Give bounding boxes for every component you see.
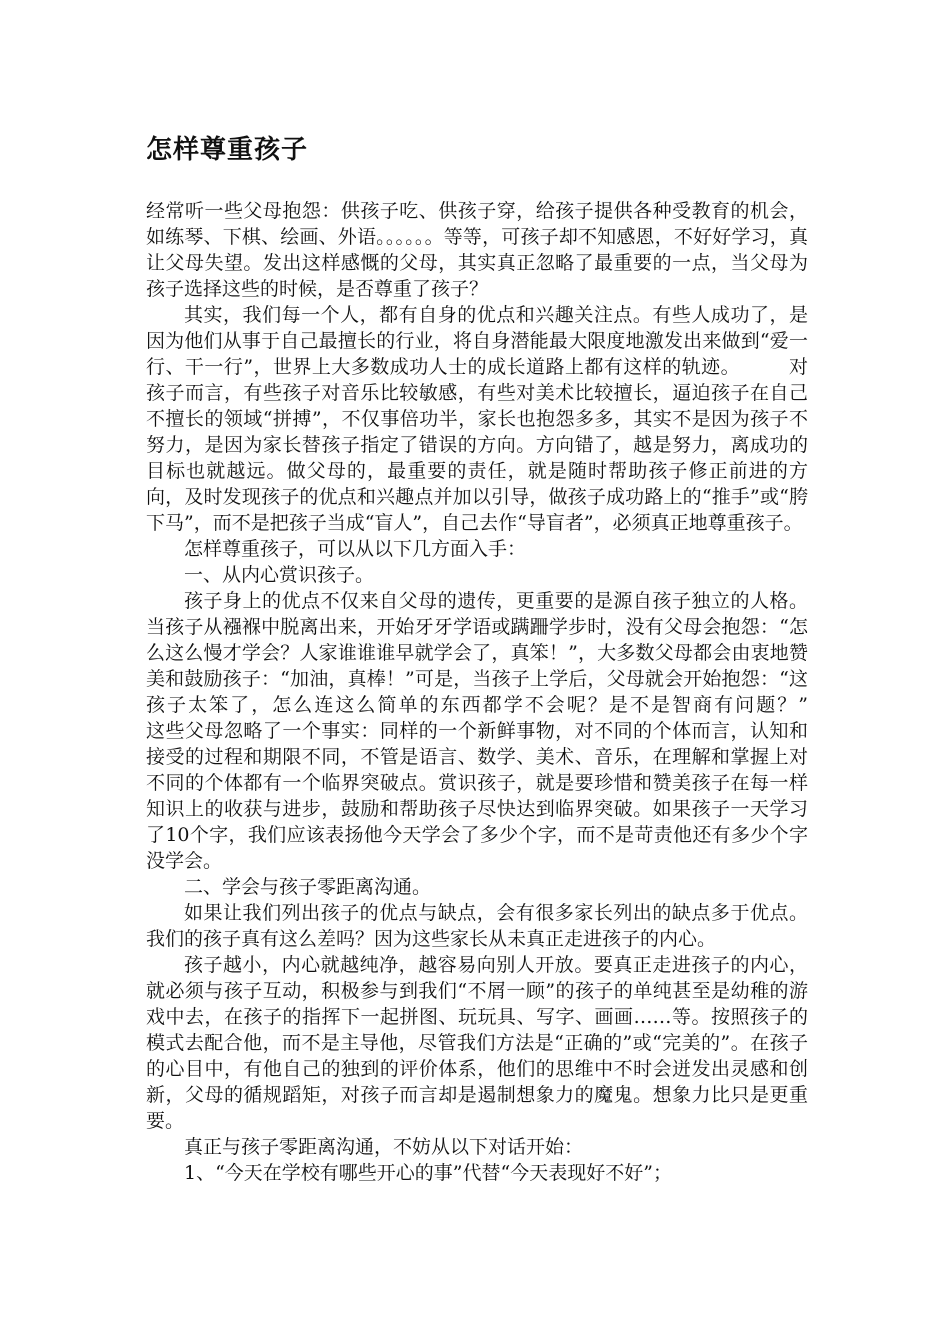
document-title: 怎样尊重孩子: [146, 135, 309, 165]
paragraph-intro: 经常听一些父母抱怨：供孩子吃、供孩子穿，给孩子提供各种受教育的机会，如练琴、下棋、绘画、外语。。。。。。等等，可孩子却不知感恩，不好好学习，真让父母失望。发出这样感慨的父母，其实真正忽略了最重要的一点，当父母为孩子选择这些的时候，是否尊重了孩子？: [146, 200, 808, 300]
section-heading-communicate: 二、学会与孩子零距离沟通。: [184, 876, 432, 898]
paragraph-how-to: 怎样尊重孩子，可以从以下几方面入手：: [184, 538, 527, 560]
document-body: [146, 198, 866, 1186]
section-heading-appreciate: 一、从内心赏识孩子。: [184, 564, 375, 586]
paragraph-appreciate: 孩子身上的优点不仅来自父母的遗传，更重要的是源自孩子独立的人格。当孩子从襁褓中脱离出来，开始牙牙学语或蹒跚学步时，没有父母会抱怨：“怎么这么慢才学会？人家谁谁谁早就学会了，真笨！”，大多数父母都会由衷地赞美和鼓励孩子：“加油，真棒！”可是，当孩子上学后，父母就会开始抱怨：“这孩子太笨了，怎么连这么简单的东西都学不会呢？是不是智商有问题？” 这些父母忽略了一个事实：同样的一个新鲜事物，对不同的个体而言，认知和接受的过程和期限不同，不管是语言、数学、美术、音乐，在理解和掌握上对不同的个体都有一个临界突破点。赏识孩子，就是要珍惜和赞美孩子在每一样知识上的收获与进步，鼓励和帮助孩子尽快达到临界突破。如果孩子一天学习了10个字，我们应该表扬他今天学会了多少个字，而不是苛责他还有多少个字没学会。: [146, 590, 866, 872]
paragraph-interaction: 孩子越小，内心就越纯净，越容易向别人开放。要真正走进孩子的内心，就必须与孩子互动，积极参与到我们“不屑一顾”的孩子的单纯甚至是幼稚的游戏中去，在孩子的指挥下一起拼图、玩玩具、写字、画画……等。按照孩子的模式去配合他，而不是主导他，尽管我们方法是“正确的”或“完美的”。在孩子的心目中，有他自己的独到的评价体系，他们的思维中不时会迸发出灵感和创新，父母的循规蹈矩，对孩子而言却是遏制想象力的魔鬼。想象力比只是更重要。: [146, 954, 808, 1132]
list-item-dialogue-1: 1、“今天在学校有哪些开心的事”代替“今天表现好不好”；: [184, 1162, 672, 1184]
paragraph-faults: 如果让我们列出孩子的优点与缺点，会有很多家长列出的缺点多于优点。我们的孩子真有这么差吗？因为这些家长从未真正走进孩子的内心。: [146, 902, 808, 950]
paragraph-dialogue-intro: 真正与孩子零距离沟通，不妨从以下对话开始：: [184, 1136, 584, 1158]
paragraph-strengths: 其实，我们每一个人，都有自身的优点和兴趣关注点。有些人成功了，是因为他们从事于自己最擅长的行业，将自身潜能最大限度地激发出来做到“爱一行、干一行”，世界上大多数成功人士的成长道路上都有这样的轨迹。 对孩子而言，有些孩子对音乐比较敏感，有些对美术比较擅长，逼迫孩子在自己不擅长的领域“拼搏”，不仅事倍功半，家长也抱怨多多，其实不是因为孩子不努力，是因为家长替孩子指定了错误的方向。方向错了，越是努力，离成功的目标也就越远。做父母的，最重要的责任，就是随时帮助孩子修正前进的方向，及时发现孩子的优点和兴趣点并加以引导，做孩子成功路上的“推手”或“胯下马”，而不是把孩子当成“盲人”，自己去作“导盲者”，必须真正地尊重孩子。: [146, 304, 808, 534]
